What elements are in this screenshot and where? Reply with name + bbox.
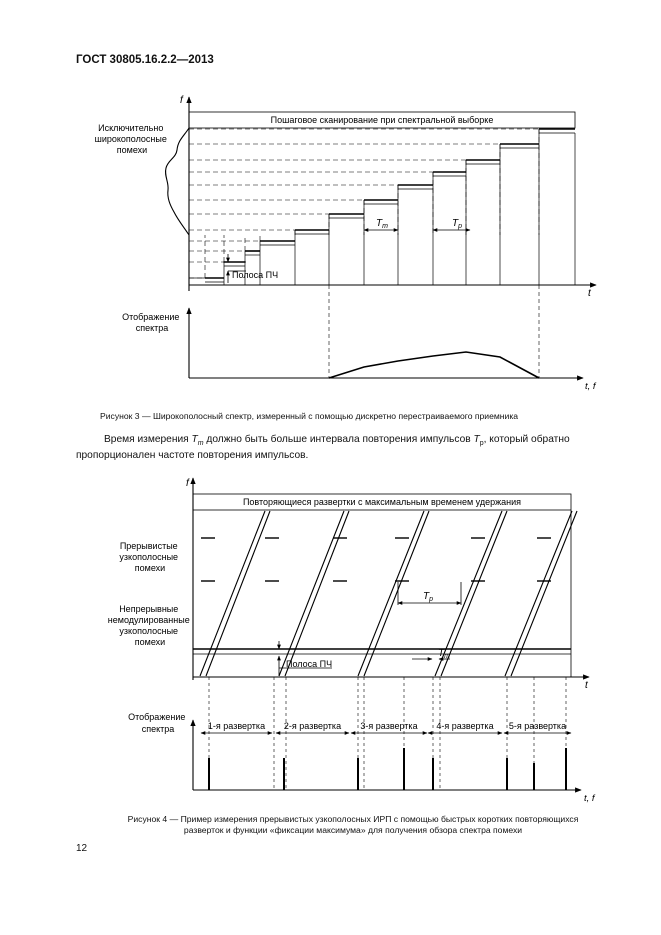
fig4-sweep-label: 3-я развертка xyxy=(360,721,418,731)
paragraph-text-3: , который обратно xyxy=(483,434,570,445)
fig3-display-label: Отображение спектра xyxy=(122,312,180,333)
document-header: ГОСТ 30805.16.2.2—2013 xyxy=(76,54,214,66)
fig3-broadband-label: Исключительно широкополосные помехи xyxy=(94,123,167,155)
fig4-if-label: Полоса ПЧ xyxy=(286,659,333,669)
fig3-broadband-edge xyxy=(166,128,189,235)
fig4-t-label: t xyxy=(585,680,588,691)
paragraph-text-1: Время измерения xyxy=(104,434,192,445)
fig4-sweep-line xyxy=(364,511,429,676)
paragraph-text-2: должно быть больше интервала повторения импульсов xyxy=(203,434,474,445)
fig4-sweep-line xyxy=(435,511,502,676)
fig4-sweep-label: 1-я развертка xyxy=(207,721,266,731)
fig4-drop-lines xyxy=(209,677,566,790)
fig4-sweep-label: 2-я развертка xyxy=(283,721,342,731)
fig3-spectrum-curve xyxy=(329,352,539,378)
fig4-display-label: Отображение спектра xyxy=(128,712,186,734)
figure4-caption-line1: Рисунок 4 — Пример измерения прерывистых узкополосных ИРП с помощью быстрых коротких повторяющихся xyxy=(127,814,579,824)
figure4-caption xyxy=(83,814,623,836)
figure4-caption-line2: разверток и функции «фиксации максимума» для получения обзора спектра помехи xyxy=(183,825,523,835)
figure3-caption: Рисунок 3 — Широкополосный спектр, измеренный с помощью дискретно перестраиваемого приемника xyxy=(100,411,519,421)
fig3-f-label: f xyxy=(180,95,183,106)
fig4-intermittent-label: Прерывистые узкополосные помехи xyxy=(119,541,179,573)
paragraph-var-tm: T xyxy=(191,434,198,445)
fig4-sweep-label: 4-я развертка xyxy=(436,721,494,731)
fig4-tp-label: $T_p$ xyxy=(423,591,434,603)
fig4-continuous-label: Непрерывные немодулированные узкополосные помехи xyxy=(107,604,190,647)
figure-4 xyxy=(108,478,596,804)
fig4-sweep-line xyxy=(358,511,424,676)
fig4-tf-label: t, f xyxy=(584,793,595,804)
fig4-f-label: f xyxy=(186,478,189,489)
fig4-tm-label: $T_m$ xyxy=(438,648,450,660)
fig4-sweep-line xyxy=(200,511,265,676)
fig3-t-label: t xyxy=(588,288,591,299)
fig4-sweep-line xyxy=(505,511,572,676)
page-number: 12 xyxy=(76,843,88,854)
figure-3 xyxy=(95,95,597,392)
fig3-title: Пошаговое сканирование при спектральной выборке xyxy=(270,115,494,125)
fig3-if-label: Полоса ПЧ xyxy=(232,270,279,280)
fig4-intermittent-marks xyxy=(201,538,551,581)
paragraph-var-tp: T xyxy=(473,434,480,445)
paragraph-sub-m: m xyxy=(197,440,204,448)
fig4-sweep-lines xyxy=(200,511,577,676)
fig3-tf-label: t, f xyxy=(585,381,596,392)
fig4-sweep-line xyxy=(279,511,344,676)
fig4-sweep-line xyxy=(206,511,270,676)
fig4-sweep-line xyxy=(441,511,507,676)
fig4-title: Повторяющиеся развертки с максимальным временем удержания xyxy=(242,497,522,507)
fig4-sweep-labels xyxy=(201,721,571,733)
fig3-staircase xyxy=(189,129,575,378)
paragraph-sub-p: p xyxy=(479,440,484,448)
fig4-spectrum-peaks xyxy=(209,748,566,790)
fig4-sweep-line xyxy=(511,511,577,676)
fig3-tp-label: $T_p$ xyxy=(452,218,463,230)
fig4-sweep-line xyxy=(285,511,349,676)
paragraph-line2: пропорционален частоте повторения импульсов. xyxy=(76,450,309,461)
fig3-tm-label: $T_m$ xyxy=(376,218,388,230)
fig4-sweep-label: 5-я развертка xyxy=(508,721,567,731)
